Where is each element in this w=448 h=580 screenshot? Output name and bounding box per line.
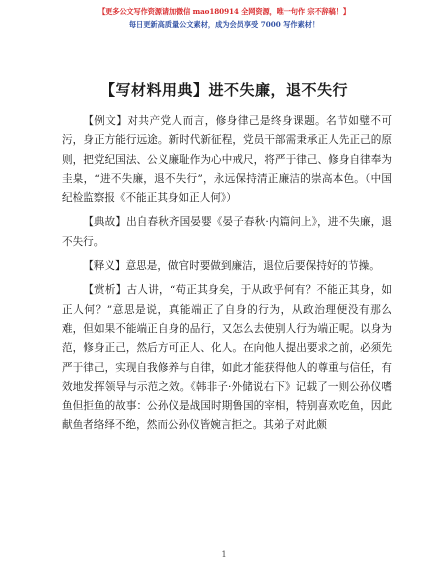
- paragraph-tag: 【典故】: [83, 216, 127, 229]
- paragraph-text: 对共产党人而言，修身律己是终身课题。名节如璧不可污，身正方能行远途。新时代新征程，党员干部需秉承正人先正己的原则，把党纪国法、公义廉耻作为心中戒尺，将严于律己、修身自律奉为圭臬，“进不失廉，退不失行”，永远保持清正廉洁的崇高本色。（中国纪检监察报《不能正其身如正人何》）: [62, 115, 393, 205]
- paragraph-tag: 【释义】: [83, 260, 126, 273]
- banner-line-members: 每日更新高质量公文素材，成为会员享受 7000 写作素材！: [128, 20, 320, 29]
- paragraph-example: [62, 112, 392, 208]
- document-title: 【写材料用典】进不失廉，退不失行: [99, 81, 348, 99]
- paragraph-tag: 【例文】: [83, 115, 128, 127]
- paragraph-text: 意思是，做官时要做到廉洁，退位后要保持好的节操。: [125, 260, 380, 273]
- paragraph-source: [62, 213, 392, 252]
- paragraph-analysis: [62, 281, 392, 435]
- page-number: 1: [221, 550, 227, 559]
- paragraph-text: 古人讲，“苟正其身矣，于从政乎何有？不能正其身，如正人何？”意思是说，真能端正了自身的行为，从政治理便没有那么难，但如果不能端正自身的品行，又怎么去使别人行为端正呢。以身为范，修身正己，然后方可正人、化人。在向他人提出要求之前，必须先严于律己，实现自我修养与自律，如此才能获得他人的尊重与信任，有效地发挥领导与示范之效。《韩非子·外储说右下》记载了一则公孙仪嗜鱼但拒鱼的故事：公孙仪是战国时期鲁国的宰相，特别喜欢吃鱼，因此献鱼者络绎不绝，然而公孙仪皆婉言拒之。其弟子对此颇: [62, 284, 392, 432]
- paragraph-meaning: [62, 257, 392, 276]
- paragraph-text: 出自春秋齐国晏婴《晏子春秋·内篇问上》，进不失廉，退不失行。: [62, 216, 393, 248]
- paragraph-tag: 【赏析】: [83, 284, 127, 297]
- document-body: [62, 112, 392, 441]
- header-banner: [0, 6, 448, 30]
- banner-line-promo: 【更多公文写作资源请加微信 mao180914 全网资源，唯一句作 宗不辞稿！】: [98, 7, 350, 16]
